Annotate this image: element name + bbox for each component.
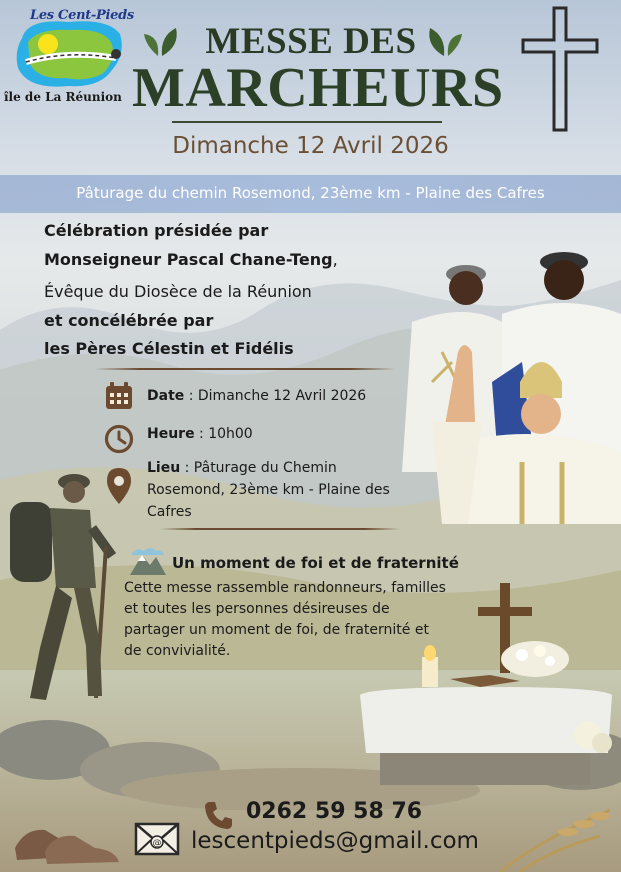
phone-icon (203, 799, 235, 831)
title-underline (172, 121, 442, 123)
phone-number[interactable]: 0262 59 58 76 (246, 799, 423, 824)
logo-text-bottom: île de La Réunion (4, 90, 122, 104)
divider (95, 368, 395, 370)
location-banner: Pâturage du chemin Rosemond, 23ème km - Plaine des Cafres (76, 184, 545, 202)
clock-icon (104, 424, 134, 454)
celebration-line-2 (44, 250, 338, 270)
moment-description (124, 578, 474, 662)
place-label: Lieu (147, 460, 181, 476)
moment-line-4: de convivialité. (124, 643, 231, 659)
place-value-2: Rosemond, 23ème km - Plaine des (147, 482, 390, 498)
place-row (147, 457, 390, 523)
date-row (147, 385, 366, 407)
email-address[interactable]: lescentpieds@gmail.com (191, 828, 479, 854)
bishop-name-suffix: , (332, 250, 338, 269)
time-row (147, 423, 253, 445)
moment-line-2: et toutes les personnes désireuses de (124, 601, 390, 617)
mountain-icon (128, 543, 168, 577)
time-value: : 10h00 (194, 426, 253, 442)
date-banner: Dimanche 12 Avril 2026 (172, 133, 449, 159)
priests-photo (372, 242, 621, 524)
place-value-3: Cafres (147, 504, 192, 520)
moment-title: Un moment de foi et de fraternité (172, 554, 459, 572)
date-value: : Dimanche 12 Avril 2026 (184, 388, 367, 404)
place-value-1: : Pâturage du Chemin (180, 460, 337, 476)
svg-text:@: @ (152, 838, 162, 849)
calendar-icon (104, 381, 134, 411)
location-pin-icon (104, 466, 134, 506)
envelope-icon (133, 820, 181, 858)
cross-icon (521, 6, 599, 132)
hiking-shoes-illustration (5, 808, 125, 868)
wheat-illustration (480, 800, 621, 872)
leaf-icon (140, 26, 182, 58)
title-line-2: MARCHEURS (132, 57, 504, 119)
celebration-line-1: Célébration présidée par (44, 221, 269, 240)
time-label: Heure (147, 426, 195, 442)
logo-text-top: Les Cent-Pieds (30, 8, 134, 23)
celebration-line-4: et concélébrée par (44, 311, 214, 330)
celebration-line-3: Évêque du Diosèce de la Réunion (44, 282, 312, 301)
date-label: Date (147, 388, 185, 404)
moment-line-3: partager un moment de foi, de fraternité et (124, 622, 429, 638)
divider (160, 528, 400, 530)
bishop-name: Monseigneur Pascal Chane-Teng (44, 250, 333, 269)
title-line-1: MESSE DES (205, 21, 417, 62)
leaf-icon (424, 26, 466, 58)
moment-line-1: Cette messe rassemble randonneurs, familles (124, 580, 446, 596)
celebration-line-5: les Pères Célestin et Fidélis (44, 339, 294, 358)
